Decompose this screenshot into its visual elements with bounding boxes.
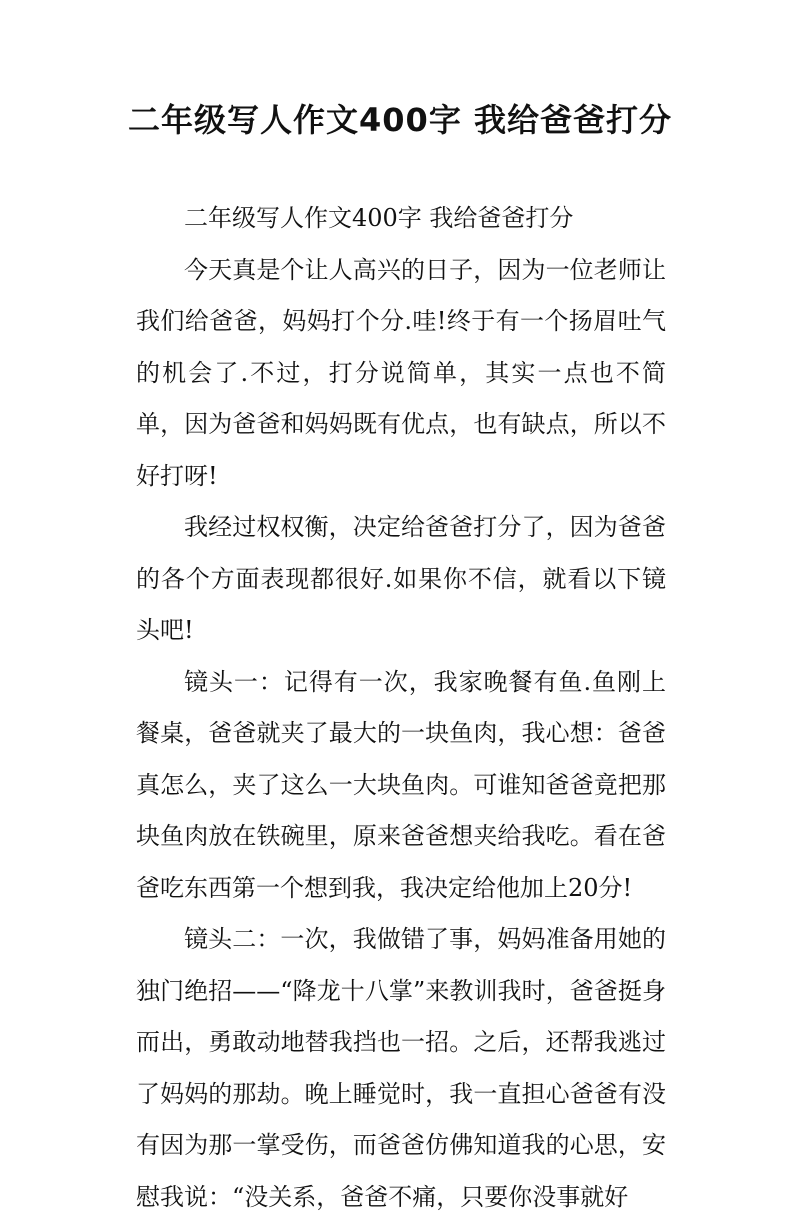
paragraph-subtitle: 二年级写人作文400字 我给爸爸打分 [184, 204, 574, 232]
document-title: 二年级写人作文400字 我给爸爸打分 [128, 101, 672, 139]
paragraph-decision: 我经过权权衡，决定给爸爸打分了，因为爸爸的各个方面表现都很好.如果你不信，就看以下镜头吧! [136, 513, 666, 644]
document-body [136, 193, 666, 1223]
paragraph-scene-one: 镜头一：记得有一次，我家晚餐有鱼.鱼刚上餐桌，爸爸就夹了最大的一块鱼肉，我心想：爸爸真怎么，夹了这么一大块鱼肉。可谁知爸爸竟把那块鱼肉放在铁碗里，原来爸爸想夹给我吃。看在爸爸吃东西第一个想到我，我决定给他加上20分! [136, 667, 666, 902]
paragraph-intro: 今天真是个让人高兴的日子，因为一位老师让我们给爸爸，妈妈打个分.哇!终于有一个扬眉吐气的机会了.不过，打分说简单，其实一点也不简单，因为爸爸和妈妈既有优点，也有缺点，所以不好打呀! [136, 255, 666, 490]
paragraph-scene-two: 镜头二：一次，我做错了事，妈妈准备用她的独门绝招——“降龙十八掌”来教训我时，爸爸挺身而出，勇敢动地替我挡也一招。之后，还帮我逃过了妈妈的那劫。晚上睡觉时，我一直担心爸爸有没有因为那一掌受伤，而爸爸仿佛知道我的心思，安慰我说：“没关系，爸爸不痛，只要你没事就好 [136, 925, 666, 1211]
